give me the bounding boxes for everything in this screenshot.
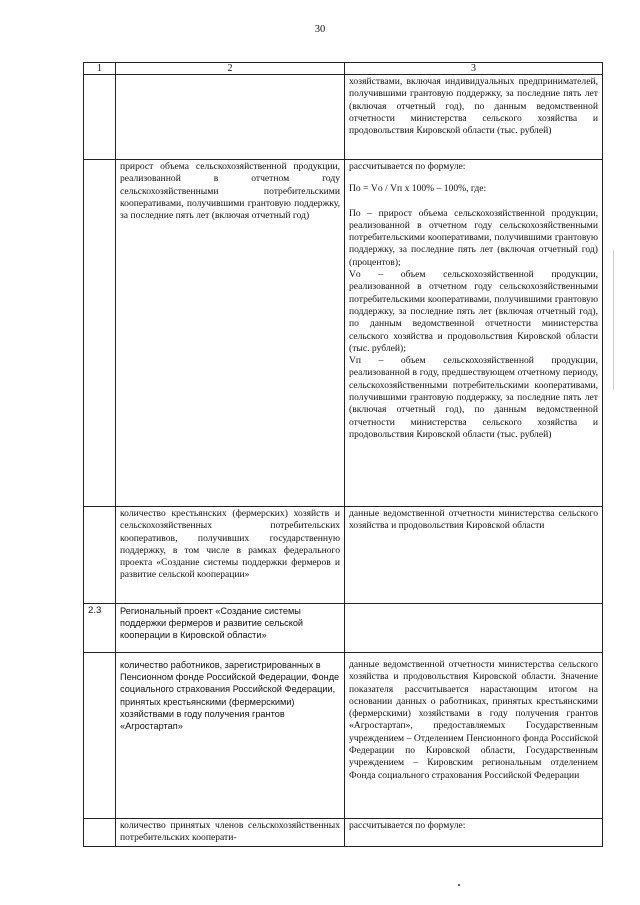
table-row: [84, 75, 603, 160]
indicator-cell: количество работников, зарегистрированных в Пенсионном фонде Российской Федерации, Фонде социального страхования Российской Федерации, принятых крестьянскими (фермерскими) хозяйствами в году получения грантов «Агростартап»: [116, 653, 345, 819]
method-intro: рассчитывается по формуле:: [349, 161, 466, 172]
header-col-2: 2: [116, 63, 345, 75]
row-number: [84, 75, 116, 160]
table-row: [84, 604, 603, 653]
table-row: [84, 819, 603, 847]
formula-term-vo: Vо – объем сельскохозяйственной продукции, реализованной в отчетном году сельскохозяйственными потребительскими кооперативами, получившими грантовую поддержку, за последние пять лет (включая отчетный год), по данным ведомственной отчетности министерства сельского хозяйства и продовольствия Кировской области (тыс. рублей);: [349, 269, 598, 354]
method-cell: данные ведомственной отчетности министерства сельского хозяйства и продовольствия Кировской области. Значение показателя рассчитывается нарастающим итогом на основании данных о работниках, принятых крестьянскими (фермерскими) хозяйствами в году получения грантов «Агростартап», предоставляемых Государственным учреждением – Отделением Пенсионного фонда Российской Федерации по Кировской области, Государственным учреждением – Кировским региональным отделением Фонда социального страхования Российской Федерации: [345, 653, 603, 819]
scan-artifact-line: [613, 250, 614, 390]
row-number: [84, 819, 116, 847]
formula: По = Vо / Vп х 100% – 100%, где:: [349, 183, 487, 195]
method-cell: [345, 160, 603, 507]
method-cell: хозяйствами, включая индивидуальных предпринимателей, получившими грантовую поддержку, за последние пять лет (включая отчетный год), по данным ведомственной отчетности министерства сельского хозяйства и продовольствия Кировской области (тыс. рублей): [345, 75, 603, 160]
row-number: [84, 160, 116, 507]
header-col-3: 3: [345, 63, 603, 75]
method-cell: данные ведомственной отчетности министерства сельского хозяйства и продовольствия Кировской области: [345, 507, 603, 604]
indicator-cell: прирост объема сельскохозяйственной продукции, реализованной в отчетном году сельскохозяйственными потребительскими кооперативами, получившими грантовую поддержку, за последние пять лет (включая отчетный год): [116, 160, 345, 507]
formula-term-po: По – прирост объема сельскохозяйственной продукции, реализованной в отчетном году сельскохозяйственными потребительскими кооперативами, получившими грантовую поддержку, за последние пять лет (включая отчетный год) (процентов);: [349, 207, 598, 268]
indicator-cell: количество крестьянских (фермерских) хозяйств и сельскохозяйственных потребительских кооперативов, получивших государственную поддержку, в том числе в рамках федерального проекта «Создание системы поддержки фермеров и развитие сельской кооперации»: [116, 507, 345, 604]
section-title-cell: Региональный проект «Создание системы поддержки фермеров и развитие сельской кооперации в Кировской области»: [116, 604, 345, 653]
row-number: 2.3: [84, 604, 116, 653]
indicator-cell: количество принятых членов сельскохозяйственных потребительских кооперати-: [116, 819, 345, 847]
scan-artifact-dot: [458, 884, 460, 886]
method-cell: [345, 604, 603, 653]
indicators-table: [83, 62, 603, 847]
table-row: [84, 507, 603, 604]
formula-term-vp: Vп – объем сельскохозяйственной продукции, реализованной в году, предшествующем отчетному периоду, сельскохозяйственными потребительскими кооперативами, получившими грантовую поддержку, за последние пять лет (включая отчетный год), по данным ведомственной отчетности министерства сельского хозяйства и продовольствия Кировской области (тыс. рублей): [349, 355, 598, 440]
page-number: 30: [314, 24, 326, 35]
method-cell: рассчитывается по формуле:: [345, 819, 603, 847]
row-number: [84, 653, 116, 819]
table-header-row: [84, 63, 603, 75]
header-col-1: 1: [84, 63, 116, 75]
table-row: [84, 160, 603, 507]
table-row: [84, 653, 603, 819]
indicator-cell: [116, 75, 345, 160]
row-number: [84, 507, 116, 604]
